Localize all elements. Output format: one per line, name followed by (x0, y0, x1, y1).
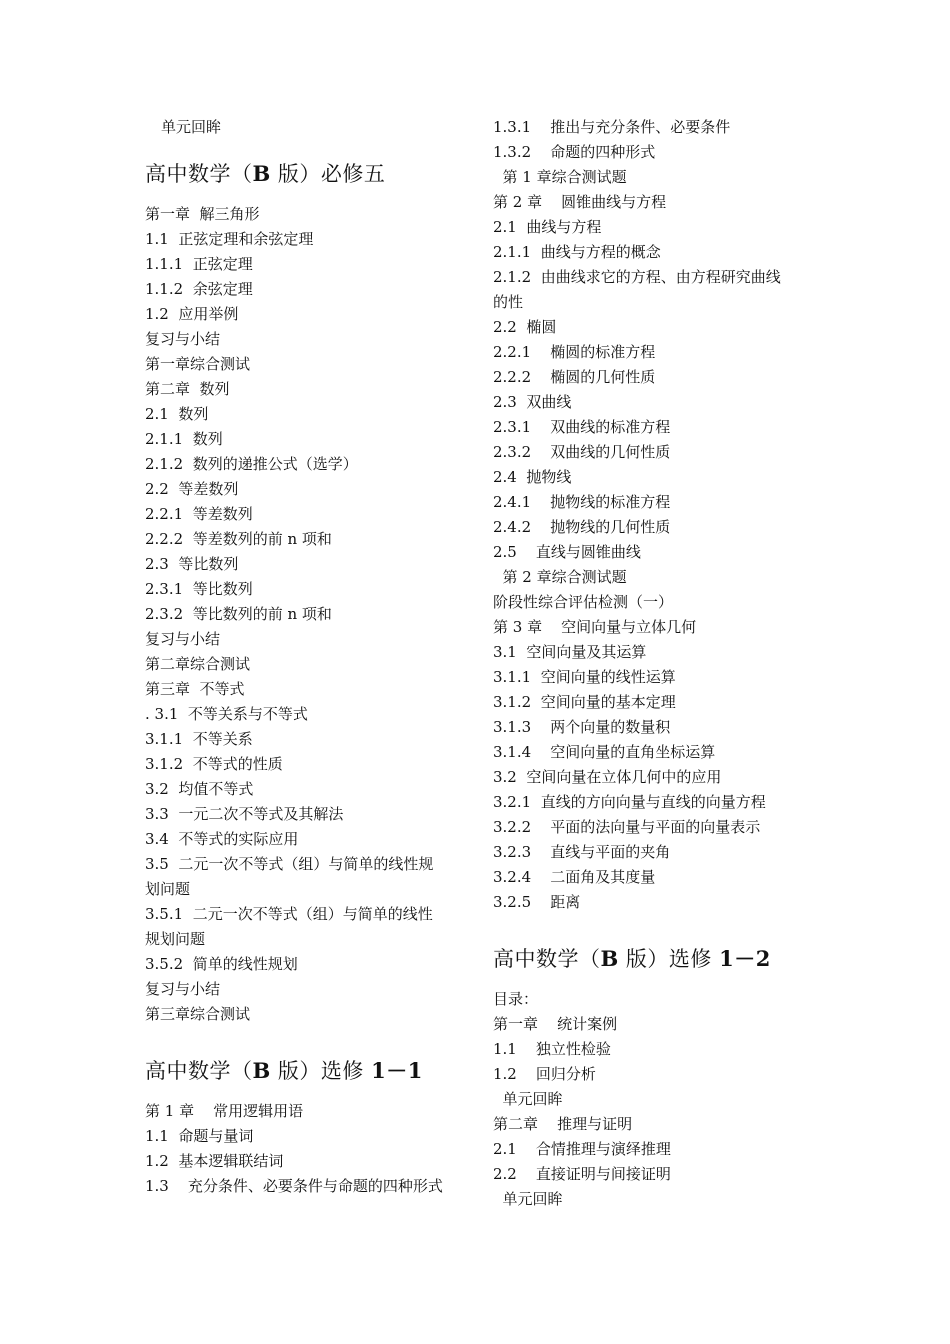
toc-entry: 2.4 抛物线 (493, 468, 572, 486)
heading-bold: B (600, 946, 619, 971)
toc-entry: 目录： (493, 990, 539, 1008)
toc-entry: 3.5.1 二元一次不等式（组）与简单的线性 (145, 905, 433, 923)
toc-entry: 3.3 一元二次不等式及其解法 (145, 805, 344, 823)
toc-entry: 1.3.2 命题的四种形式 (493, 143, 656, 161)
toc-entry: 3.2.1 直线的方向向量与直线的向量方程 (493, 793, 766, 811)
toc-entry: 3.2.3 直线与平面的夹角 (493, 843, 671, 861)
toc-entry: 2.2.2 椭圆的几何性质 (493, 368, 656, 386)
toc-entry: 3.1 空间向量及其运算 (493, 643, 647, 661)
toc-entry: 2.5 直线与圆锥曲线 (493, 543, 641, 561)
toc-entry: 1.2 应用举例 (145, 305, 239, 323)
heading-bold: B (252, 161, 271, 186)
toc-entry: 第 1 章综合测试题 (493, 168, 627, 186)
toc-entry: 1.1.1 正弦定理 (145, 255, 253, 273)
heading-prefix: 高中数学（ (493, 947, 601, 971)
toc-entry: 3.5 二元一次不等式（组）与简单的线性规 (145, 855, 434, 873)
toc-entry: 第三章 不等式 (145, 680, 245, 698)
toc-entry: 2.3.2 等比数列的前 n 项和 (145, 605, 332, 623)
toc-entry: 1.1 命题与量词 (145, 1127, 254, 1145)
toc-entry: 的性 (493, 293, 524, 311)
toc-entry: 复习与小结 (145, 330, 221, 348)
toc-entry: 1.3 充分条件、必要条件与命题的四种形式 (145, 1177, 443, 1195)
toc-entry: 复习与小结 (145, 630, 221, 648)
toc-entry: 第一章 解三角形 (145, 205, 260, 223)
toc-entry: 3.2 空间向量在立体几何中的应用 (493, 768, 722, 786)
toc-entry: 3.5.2 简单的线性规划 (145, 955, 298, 973)
toc-entry: 2.1 合情推理与演绎推理 (493, 1140, 671, 1158)
heading-number: 1－1 (371, 1058, 423, 1083)
section-heading-elective12 (493, 945, 823, 973)
section-heading-elective11 (145, 1057, 465, 1085)
toc-entry: 划问题 (145, 880, 191, 898)
toc-entry: 2.3 双曲线 (493, 393, 572, 411)
toc-entry: 3.1.1 不等关系 (145, 730, 253, 748)
toc-entry: 2.4.2 抛物线的几何性质 (493, 518, 671, 536)
toc-entry: 第二章 数列 (145, 380, 230, 398)
toc-entry: 1.3.1 推出与充分条件、必要条件 (493, 118, 731, 136)
heading-suffix: 版）选修 (618, 947, 720, 971)
toc-entry: 复习与小结 (145, 980, 221, 998)
toc-entry: 2.1.1 数列 (145, 430, 223, 448)
toc-entry: 单元回眸 (493, 1190, 563, 1208)
toc-entry: 第二章综合测试 (145, 655, 251, 673)
toc-entry: 2.1.1 曲线与方程的概念 (493, 243, 661, 261)
right-column (493, 115, 823, 1212)
toc-list-elective11-continued (493, 115, 823, 915)
toc-entry: 2.2.1 等差数列 (145, 505, 253, 523)
toc-entry: 1.1 正弦定理和余弦定理 (145, 230, 314, 248)
heading-suffix: 版）选修 (270, 1059, 372, 1083)
toc-entry: 1.2 基本逻辑联结词 (145, 1152, 284, 1170)
toc-entry: 阶段性综合评估检测（一） (493, 593, 674, 611)
toc-entry: 3.4 不等式的实际应用 (145, 830, 299, 848)
toc-entry: 单元回眸 (161, 118, 222, 136)
toc-entry: 2.2.1 椭圆的标准方程 (493, 343, 656, 361)
toc-entry: 3.2 均值不等式 (145, 780, 254, 798)
toc-list-elective12 (493, 987, 823, 1212)
toc-entry: 2.1.2 由曲线求它的方程、由方程研究曲线 (493, 268, 781, 286)
toc-entry: 2.2 直接证明与间接证明 (493, 1165, 671, 1183)
heading-number: 1－2 (719, 946, 771, 971)
toc-entry: 1.2 回归分析 (493, 1065, 596, 1083)
left-column (145, 115, 465, 1199)
toc-entry: 2.2 等差数列 (145, 480, 239, 498)
toc-entry: 3.2.2 平面的法向量与平面的向量表示 (493, 818, 761, 836)
heading-prefix: 高中数学（ (145, 1059, 253, 1083)
toc-entry: 第 2 章综合测试题 (493, 568, 627, 586)
toc-entry: 3.2.5 距离 (493, 893, 581, 911)
toc-entry: 第二章 推理与证明 (493, 1115, 633, 1133)
toc-entry: 第 1 章 常用逻辑用语 (145, 1102, 304, 1120)
toc-entry: 2.1.2 数列的递推公式（选学） (145, 455, 358, 473)
toc-entry: 3.1.4 空间向量的直角坐标运算 (493, 743, 716, 761)
toc-entry: 第 2 章 圆锥曲线与方程 (493, 193, 667, 211)
toc-entry: 2.2 椭圆 (493, 318, 557, 336)
toc-entry: 规划问题 (145, 930, 206, 948)
toc-entry: 2.3.1 双曲线的标准方程 (493, 418, 671, 436)
toc-entry: 2.3.2 双曲线的几何性质 (493, 443, 671, 461)
toc-entry: 3.1.3 两个向量的数量积 (493, 718, 671, 736)
toc-entry: 3.1.2 不等式的性质 (145, 755, 283, 773)
toc-entry: 2.4.1 抛物线的标准方程 (493, 493, 671, 511)
toc-list-elective11 (145, 1099, 465, 1199)
toc-entry: 第三章综合测试 (145, 1005, 251, 1023)
heading-prefix: 高中数学（ (145, 162, 253, 186)
toc-entry: . 3.1 不等关系与不等式 (145, 705, 308, 723)
section-heading-book5 (145, 160, 465, 188)
toc-entry: 3.1.1 空间向量的线性运算 (493, 668, 676, 686)
toc-entry: 3.2.4 二面角及其度量 (493, 868, 656, 886)
toc-entry: 第一章综合测试 (145, 355, 251, 373)
toc-entry: 1.1.2 余弦定理 (145, 280, 253, 298)
toc-entry: 单元回眸 (493, 1090, 563, 1108)
toc-entry: 3.1.2 空间向量的基本定理 (493, 693, 676, 711)
toc-entry: 2.2.2 等差数列的前 n 项和 (145, 530, 332, 548)
toc-entry: 1.1 独立性检验 (493, 1040, 611, 1058)
toc-entry: 2.3 等比数列 (145, 555, 239, 573)
toc-entry: 2.1 数列 (145, 405, 209, 423)
toc-entry: 2.1 曲线与方程 (493, 218, 602, 236)
toc-entry: 第一章 统计案例 (493, 1015, 618, 1033)
toc-entry: 第 3 章 空间向量与立体几何 (493, 618, 697, 636)
heading-bold: B (252, 1058, 271, 1083)
toc-list-book5 (145, 202, 465, 1027)
toc-entry: 2.3.1 等比数列 (145, 580, 253, 598)
heading-suffix: 版）必修五 (270, 162, 386, 186)
